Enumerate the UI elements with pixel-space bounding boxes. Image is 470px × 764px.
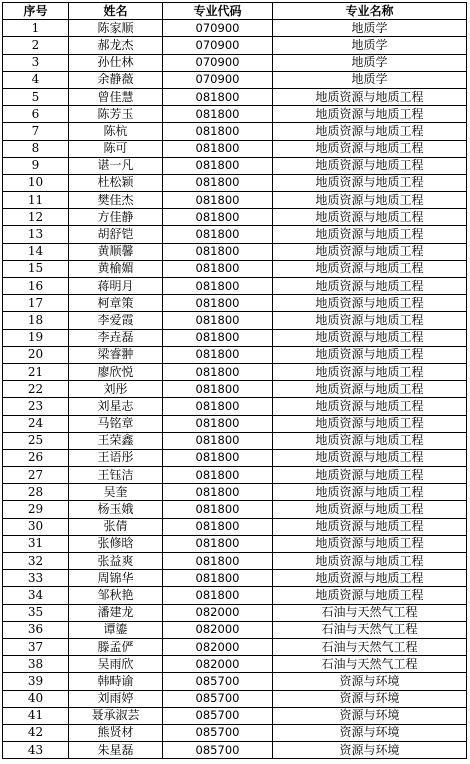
name-cell: 樊佳杰 <box>69 192 163 209</box>
name-cell: 李垚磊 <box>69 329 163 346</box>
major-code-cell: 081800 <box>163 243 273 260</box>
major-name-cell: 地质资源与地质工程 <box>273 157 467 174</box>
table-row <box>3 724 467 741</box>
name-cell: 滕孟俨 <box>69 638 163 655</box>
major-name-cell: 资源与环境 <box>273 742 467 759</box>
name-cell: 方佳静 <box>69 209 163 226</box>
name-cell: 吴奎 <box>69 484 163 501</box>
serial-number-cell: 27 <box>3 467 69 484</box>
table-row <box>3 707 467 724</box>
major-name-cell: 地质资源与地质工程 <box>273 570 467 587</box>
name-cell: 张益爽 <box>69 553 163 570</box>
table-row <box>3 123 467 140</box>
major-name-cell: 石油与天然气工程 <box>273 656 467 673</box>
major-name-cell: 地质资源与地质工程 <box>273 209 467 226</box>
serial-number-cell: 7 <box>3 123 69 140</box>
major-name-cell: 资源与环境 <box>273 690 467 707</box>
table-row <box>3 501 467 518</box>
table-row <box>3 278 467 295</box>
table-row <box>3 398 467 415</box>
serial-number-cell: 34 <box>3 587 69 604</box>
major-name-cell: 地质资源与地质工程 <box>273 535 467 552</box>
major-code-cell: 081800 <box>163 278 273 295</box>
table-row <box>3 157 467 174</box>
serial-number-cell: 37 <box>3 638 69 655</box>
table-row <box>3 484 467 501</box>
major-name-cell: 资源与环境 <box>273 673 467 690</box>
major-name-cell: 地质资源与地质工程 <box>273 415 467 432</box>
serial-number-cell: 23 <box>3 398 69 415</box>
serial-number-cell: 29 <box>3 501 69 518</box>
name-cell: 张修晗 <box>69 535 163 552</box>
major-name-cell: 地质资源与地质工程 <box>273 329 467 346</box>
major-code-cell: 081800 <box>163 209 273 226</box>
serial-number-cell: 31 <box>3 535 69 552</box>
major-code-cell: 081800 <box>163 398 273 415</box>
major-name-cell: 地质资源与地质工程 <box>273 518 467 535</box>
name-cell: 陈芳玉 <box>69 106 163 123</box>
major-code-cell: 081800 <box>163 260 273 277</box>
major-code-cell: 070900 <box>163 54 273 71</box>
major-code-cell: 081800 <box>163 174 273 191</box>
name-cell: 邹秋艳 <box>69 587 163 604</box>
major-name-cell: 地质资源与地质工程 <box>273 295 467 312</box>
name-cell: 聂承淑芸 <box>69 707 163 724</box>
major-code-cell: 081800 <box>163 432 273 449</box>
name-cell: 曾佳慧 <box>69 88 163 105</box>
name-cell: 黄顺馨 <box>69 243 163 260</box>
name-cell: 熊贤材 <box>69 724 163 741</box>
name-cell: 陈可 <box>69 140 163 157</box>
name-cell: 刘彤 <box>69 381 163 398</box>
major-code-cell: 082000 <box>163 638 273 655</box>
table-row <box>3 20 467 37</box>
major-name-cell: 地质学 <box>273 54 467 71</box>
serial-number-cell: 9 <box>3 157 69 174</box>
major-code-cell: 081800 <box>163 518 273 535</box>
major-name-cell: 地质资源与地质工程 <box>273 346 467 363</box>
major-code-cell: 085700 <box>163 707 273 724</box>
name-cell: 王语彤 <box>69 449 163 466</box>
serial-number-cell: 41 <box>3 707 69 724</box>
major-name-cell: 资源与环境 <box>273 707 467 724</box>
table-row <box>3 174 467 191</box>
table-row <box>3 71 467 88</box>
major-code-cell: 082000 <box>163 656 273 673</box>
table-row <box>3 673 467 690</box>
serial-number-cell: 32 <box>3 553 69 570</box>
major-code-cell: 081800 <box>163 295 273 312</box>
name-cell: 谭鎏 <box>69 621 163 638</box>
table-body <box>3 20 467 759</box>
major-name-cell: 地质资源与地质工程 <box>273 467 467 484</box>
major-name-cell: 地质资源与地质工程 <box>273 312 467 329</box>
serial-number-cell: 25 <box>3 432 69 449</box>
name-cell: 李爱霞 <box>69 312 163 329</box>
serial-number-cell: 3 <box>3 54 69 71</box>
major-code-cell: 081800 <box>163 106 273 123</box>
major-name-cell: 地质资源与地质工程 <box>273 192 467 209</box>
name-cell: 刘雨婷 <box>69 690 163 707</box>
major-name-cell: 地质资源与地质工程 <box>273 260 467 277</box>
major-name-cell: 地质资源与地质工程 <box>273 106 467 123</box>
serial-number-cell: 21 <box>3 363 69 380</box>
table-row <box>3 226 467 243</box>
major-code-cell: 081800 <box>163 467 273 484</box>
major-code-cell: 081800 <box>163 192 273 209</box>
serial-number-cell: 42 <box>3 724 69 741</box>
major-name-cell: 地质学 <box>273 20 467 37</box>
name-cell: 马铭章 <box>69 415 163 432</box>
name-cell: 陈杭 <box>69 123 163 140</box>
table-row <box>3 329 467 346</box>
major-code-cell: 070900 <box>163 20 273 37</box>
major-name-cell: 资源与环境 <box>273 724 467 741</box>
name-cell: 蒋明月 <box>69 278 163 295</box>
major-name-cell: 地质资源与地质工程 <box>273 398 467 415</box>
serial-number-cell: 33 <box>3 570 69 587</box>
table-row <box>3 106 467 123</box>
name-cell: 余静薇 <box>69 71 163 88</box>
serial-number-cell: 15 <box>3 260 69 277</box>
serial-number-cell: 28 <box>3 484 69 501</box>
table-row <box>3 621 467 638</box>
major-code-cell: 081800 <box>163 329 273 346</box>
header-name: 姓名 <box>69 3 163 20</box>
name-cell: 郝龙杰 <box>69 37 163 54</box>
name-cell: 潘建龙 <box>69 604 163 621</box>
name-cell: 杨玉娥 <box>69 501 163 518</box>
name-cell: 胡舒铠 <box>69 226 163 243</box>
header-serial-number: 序号 <box>3 3 69 20</box>
major-name-cell: 地质资源与地质工程 <box>273 363 467 380</box>
table-row <box>3 37 467 54</box>
serial-number-cell: 20 <box>3 346 69 363</box>
serial-number-cell: 30 <box>3 518 69 535</box>
table-row <box>3 346 467 363</box>
serial-number-cell: 43 <box>3 742 69 759</box>
serial-number-cell: 26 <box>3 449 69 466</box>
major-name-cell: 地质资源与地质工程 <box>273 553 467 570</box>
major-code-cell: 085700 <box>163 742 273 759</box>
serial-number-cell: 38 <box>3 656 69 673</box>
serial-number-cell: 6 <box>3 106 69 123</box>
table-row <box>3 140 467 157</box>
serial-number-cell: 10 <box>3 174 69 191</box>
major-name-cell: 地质资源与地质工程 <box>273 587 467 604</box>
name-cell: 陈家顺 <box>69 20 163 37</box>
serial-number-cell: 24 <box>3 415 69 432</box>
serial-number-cell: 22 <box>3 381 69 398</box>
major-code-cell: 081800 <box>163 88 273 105</box>
major-name-cell: 地质学 <box>273 71 467 88</box>
serial-number-cell: 19 <box>3 329 69 346</box>
major-name-cell: 地质资源与地质工程 <box>273 381 467 398</box>
table-row <box>3 656 467 673</box>
table-row <box>3 518 467 535</box>
major-code-cell: 081800 <box>163 226 273 243</box>
name-cell: 刘星志 <box>69 398 163 415</box>
admission-list-table <box>2 2 467 759</box>
major-code-cell: 081800 <box>163 157 273 174</box>
major-code-cell: 081800 <box>163 535 273 552</box>
name-cell: 黄榆媚 <box>69 260 163 277</box>
header-row <box>3 3 467 20</box>
table-row <box>3 209 467 226</box>
table-row <box>3 243 467 260</box>
name-cell: 周锦华 <box>69 570 163 587</box>
serial-number-cell: 12 <box>3 209 69 226</box>
serial-number-cell: 36 <box>3 621 69 638</box>
serial-number-cell: 1 <box>3 20 69 37</box>
major-code-cell: 081800 <box>163 312 273 329</box>
major-code-cell: 081800 <box>163 449 273 466</box>
table-row <box>3 553 467 570</box>
table-row <box>3 192 467 209</box>
name-cell: 孙仕林 <box>69 54 163 71</box>
major-name-cell: 地质资源与地质工程 <box>273 484 467 501</box>
major-code-cell: 085700 <box>163 724 273 741</box>
serial-number-cell: 5 <box>3 88 69 105</box>
major-name-cell: 地质资源与地质工程 <box>273 449 467 466</box>
major-code-cell: 081800 <box>163 501 273 518</box>
serial-number-cell: 13 <box>3 226 69 243</box>
major-code-cell: 081800 <box>163 587 273 604</box>
table-row <box>3 312 467 329</box>
name-cell: 朱星磊 <box>69 742 163 759</box>
major-name-cell: 石油与天然气工程 <box>273 621 467 638</box>
name-cell: 王钰洁 <box>69 467 163 484</box>
table-row <box>3 88 467 105</box>
major-code-cell: 081800 <box>163 363 273 380</box>
table-row <box>3 449 467 466</box>
major-code-cell: 085700 <box>163 690 273 707</box>
name-cell: 韩畤谕 <box>69 673 163 690</box>
serial-number-cell: 14 <box>3 243 69 260</box>
serial-number-cell: 40 <box>3 690 69 707</box>
table-row <box>3 363 467 380</box>
major-code-cell: 070900 <box>163 37 273 54</box>
major-name-cell: 地质资源与地质工程 <box>273 140 467 157</box>
major-name-cell: 石油与天然气工程 <box>273 604 467 621</box>
major-code-cell: 081800 <box>163 415 273 432</box>
name-cell: 廖欣悦 <box>69 363 163 380</box>
table-header <box>3 3 467 20</box>
major-name-cell: 地质资源与地质工程 <box>273 243 467 260</box>
name-cell: 谌一凡 <box>69 157 163 174</box>
table-row <box>3 535 467 552</box>
table-row <box>3 295 467 312</box>
major-name-cell: 地质资源与地质工程 <box>273 432 467 449</box>
serial-number-cell: 8 <box>3 140 69 157</box>
serial-number-cell: 16 <box>3 278 69 295</box>
table-row <box>3 432 467 449</box>
major-code-cell: 085700 <box>163 673 273 690</box>
major-name-cell: 地质学 <box>273 37 467 54</box>
major-name-cell: 地质资源与地质工程 <box>273 278 467 295</box>
major-code-cell: 070900 <box>163 71 273 88</box>
name-cell: 杜松颖 <box>69 174 163 191</box>
major-code-cell: 081800 <box>163 381 273 398</box>
serial-number-cell: 39 <box>3 673 69 690</box>
serial-number-cell: 17 <box>3 295 69 312</box>
name-cell: 张倩 <box>69 518 163 535</box>
serial-number-cell: 11 <box>3 192 69 209</box>
serial-number-cell: 2 <box>3 37 69 54</box>
name-cell: 吴雨欣 <box>69 656 163 673</box>
name-cell: 王荣鑫 <box>69 432 163 449</box>
major-code-cell: 081800 <box>163 570 273 587</box>
table-row <box>3 415 467 432</box>
table-row <box>3 690 467 707</box>
major-name-cell: 地质资源与地质工程 <box>273 174 467 191</box>
major-code-cell: 081800 <box>163 553 273 570</box>
name-cell: 柯章策 <box>69 295 163 312</box>
major-name-cell: 地质资源与地质工程 <box>273 226 467 243</box>
major-name-cell: 地质资源与地质工程 <box>273 123 467 140</box>
major-name-cell: 地质资源与地质工程 <box>273 88 467 105</box>
serial-number-cell: 18 <box>3 312 69 329</box>
serial-number-cell: 35 <box>3 604 69 621</box>
major-code-cell: 082000 <box>163 621 273 638</box>
table-row <box>3 381 467 398</box>
major-code-cell: 081800 <box>163 140 273 157</box>
table-row <box>3 467 467 484</box>
table-row <box>3 638 467 655</box>
major-code-cell: 081800 <box>163 484 273 501</box>
header-major-code: 专业代码 <box>163 3 273 20</box>
major-code-cell: 082000 <box>163 604 273 621</box>
table-row <box>3 570 467 587</box>
name-cell: 梁睿翀 <box>69 346 163 363</box>
major-name-cell: 石油与天然气工程 <box>273 638 467 655</box>
table-row <box>3 54 467 71</box>
serial-number-cell: 4 <box>3 71 69 88</box>
table-row <box>3 742 467 759</box>
table-row <box>3 604 467 621</box>
major-name-cell: 地质资源与地质工程 <box>273 501 467 518</box>
major-code-cell: 081800 <box>163 123 273 140</box>
table-row <box>3 260 467 277</box>
table-row <box>3 587 467 604</box>
major-code-cell: 081800 <box>163 346 273 363</box>
header-major-name: 专业名称 <box>273 3 467 20</box>
